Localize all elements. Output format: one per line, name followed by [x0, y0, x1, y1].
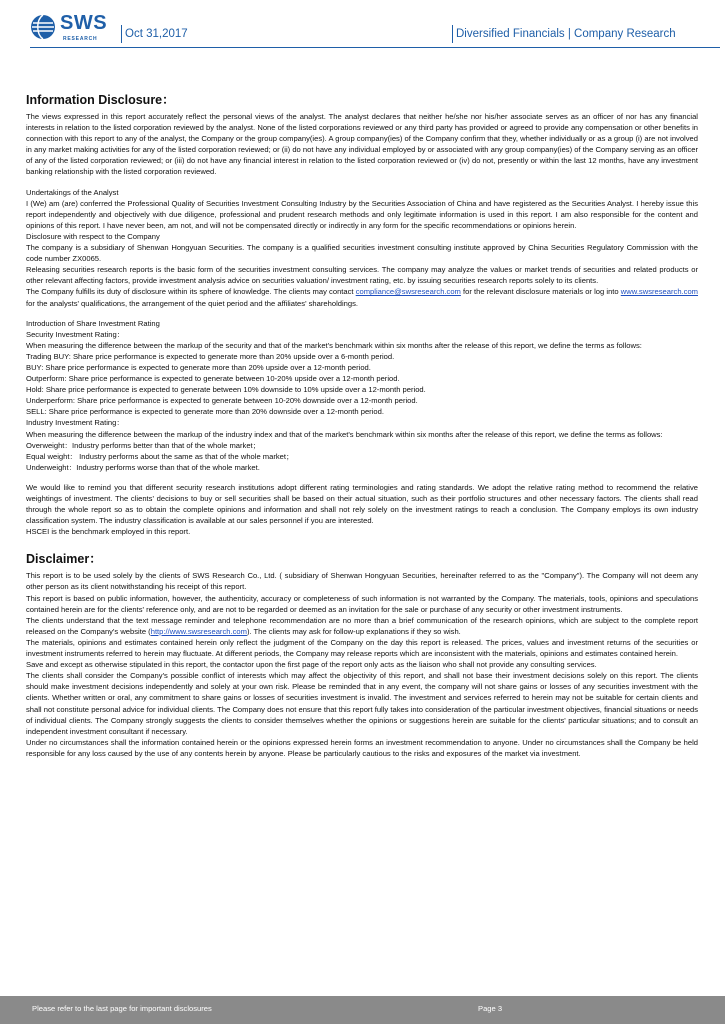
report-date: Oct 31,2017 — [121, 25, 188, 43]
security-rating-definition: When measuring the difference between the markup of the security and that of the market's benchmark within six months after the release of this report, we define the terms as follows: — [26, 340, 642, 350]
rating-overweight: Overweight：Industry performs better than that of the whole market； — [26, 440, 261, 450]
rating-underweight: Underweight：Industry performs worse than that of the whole market. — [26, 462, 260, 472]
information-disclosure-heading: Information Disclosure： — [26, 93, 175, 107]
page-content — [26, 90, 698, 759]
logo-wordmark: SWS — [60, 12, 108, 34]
globe-icon — [30, 14, 56, 40]
rating-intro: Introduction of Share Investment Rating — [26, 318, 160, 328]
disclaimer-paragraph-4: The materials, opinions and estimates contained herein only reflect the judgment of the Company on the day this report is released. The prices, values and investment returns of the securities or investment instruments referred to herein may fluctuate. At different periods, the Company may release reports which are inconsistent with the materials, opinions and estimates contained herein. — [26, 637, 698, 659]
benchmark-note: HSCEI is the benchmark employed in this report. — [26, 527, 191, 537]
info-paragraph-7 — [26, 286, 698, 308]
info-paragraph-3: I (We) am (are) conferred the Professional Quality of Securities Investment Consulting Industry by the Securities Association of China and have registered as the Securities Analyst. I hereby issue this report independently and objectively with due diligence, professional and prudent research methods and only legitimate information is used in this report. I am also responsible for the content and opinions of this report. I have never been, am not, and will not be compensated directly or indirectly in any form for the specific recommendations or opinions herein. — [26, 198, 698, 230]
rating-hold: Hold: Share price performance is expected to generate between 10% downside to 10% upside over a 12-month period. — [26, 385, 426, 395]
info-paragraph-6: Releasing securities research reports is the basic form of the securities investment consulting services. The company may analyze the values or market trends of securities and related products or other relevant affecting factors, provide investment analysis advice on securities valuation/ investment rating, etc. by issuing securities research reports solely to its clients. — [26, 265, 698, 286]
disclaimer-paragraph-7: Under no circumstances shall the information contained herein or the opinions expressed herein forms an investment recommendation to anyone. Under no circumstances shall the Company be held responsible for any loss caused by the use of any contents herein by anyone. Please be particularly cautious to the risks and exposures of the market via investment. — [26, 737, 698, 758]
disclaimer-paragraph-1: This report is to be used solely by the clients of SWS Research Co., Ltd. ( subsidiary of Shenwan Hongyuan Securities, hereinafter referred to as the "Company"). The Company will not deem any other person as its client notwithstanding his receipt of this report. — [26, 571, 698, 592]
page-footer — [0, 996, 725, 1024]
disclaimer-p3-text-b: ). The clients may ask for follow-up explanations if they so wish. — [246, 626, 461, 636]
sws-website-url-link[interactable]: http://www.swsresearch.com — [150, 626, 247, 636]
info-p7-text-c: for the analysts' qualifications, the arrangement of the quiet period and the affiliates' shareholdings. — [26, 298, 359, 308]
compliance-email-link[interactable]: compliance@swsresearch.com — [355, 287, 461, 297]
disclaimer-paragraph-2: This report is based on public information, however, the authenticity, accuracy or completeness of such information is not warranted by the Company. The materials, tools, opinions and speculations contained herein are for the clients' reference only, and are not to be regarded or deemed as an invitation for the sale or purchase of any security or other investment instruments. — [26, 593, 698, 614]
logo-subtitle: RESEARCH — [63, 36, 98, 42]
disclaimer-paragraph-6: The clients shall consider the Company's possible conflict of interests which may affect the objectivity of this report, and shall not base their investment decisions solely on this report. The clients should make investment decisions independently and solely at your own risk. Please be reminded that in any event, the company will not share gains or losses of any securities investment with the clients. Whether written or oral, any commitment to share gains or losses of securities investment is invalid. The investment and services referred to herein may not be suitable for certain clients and shall not constitute personal advice for individual clients. The Company does not ensure that this report fully takes into consideration of the particular investment objectives, financial situations or needs of individual clients. The Company strongly suggests the clients to consider themselves whether the opinions or suggestions herein are suitable for the clients' particular situations; and to consult an independent investment consultant if necessary. — [26, 671, 698, 736]
sws-website-link[interactable]: www.swsresearch.com — [620, 287, 699, 297]
disclaimer-p3-text-a: The clients understand that the text message reminder and telephone recommendation are no more than a brief communication of the research opinions, which are subject to the complete report released on the Company's website ( — [26, 615, 698, 636]
rating-sell: SELL: Share price performance is expected to generate more than 20% downside over a 12-month period. — [26, 407, 384, 417]
disclaimer-paragraph-3 — [26, 615, 698, 637]
industry-rating-label: Industry Investment Rating： — [26, 418, 124, 428]
page-header — [0, 0, 725, 56]
sws-logo — [30, 14, 120, 46]
rating-outperform: Outperform: Share price performance is expected to generate between 10-20% upside over a 12-month period. — [26, 374, 400, 384]
rating-trading-buy: Trading BUY: Share price performance is expected to generate more than 20% upside over a 6-month period. — [26, 351, 395, 361]
rating-buy: BUY: Share price performance is expected to generate more than 20% upside over a 12-month period. — [26, 362, 371, 372]
disclaimer-paragraph-5: Save and except as otherwise stipulated in this report, the contactor upon the first page of the report only acts as the liaison who shall not provide any consulting services. — [26, 660, 597, 670]
disclaimer-heading: Disclaimer： — [26, 552, 102, 567]
info-p7-text-a: The Company fulfills its duty of disclosure within its sphere of knowledge. The clients may contact — [26, 287, 356, 297]
footer-disclosure-note: Please refer to the last page for important disclosures — [32, 1004, 212, 1013]
reminder-paragraph: We would like to remind you that different security research institutions adopt different rating terminologies and rating standards. We adopt the relative rating method to recommend the relative weightings of investment. The clients' decisions to buy or sell securities shall be based on their actual situation, such as their portfolio structures and other necessary factors. The clients shall read through the whole report so as to obtain the complete opinions and information and shall not rely solely on the investment ratings to reach a conclusion. The Company employs its own industry classification system. The industry classification is available at our sales personnel if you are interested. — [26, 482, 698, 526]
report-sector: Diversified Financials | Company Research — [452, 25, 676, 43]
header-rule — [30, 47, 720, 48]
industry-rating-definition: When measuring the difference between the markup of the industry index and that of the market's benchmark within six months after the release of this report, we define the terms as follows: — [26, 429, 663, 439]
info-disclosure-label: Disclosure with respect to the Company — [26, 231, 160, 241]
info-p7-text-b: for the relevant disclosure materials or log into — [460, 287, 621, 297]
rating-equal-weight: Equal weight： Industry performs about the same as that of the whole market； — [26, 451, 294, 461]
info-paragraph-5: The company is a subsidiary of Shenwan Hongyuan Securities. The company is a qualified securities investment consulting institute approved by China Securities Regulatory Commission with the code number ZX0065. — [26, 243, 698, 264]
info-undertakings-label: Undertakings of the Analyst — [26, 187, 119, 197]
info-paragraph-1: The views expressed in this report accurately reflect the personal views of the analyst. The analyst declares that neither he/she nor his/her associate serves as an officer of nor has any financial interests in relation to the listed corporation reviewed by the analyst. None of the listed corporations reviewed or any third party has provided or agreed to provide any compensation or other benefits in connection with this report to any of the analyst, the Company or the group company(ies). A group company(ies) of the Company confirm that they, whether individually or as a group (i) are not involved in any market making activities for any of the listed corporation reviewed; or (ii) do not have any individual employed by or associated with any group company(ies) of the Company serving as an officer of any of the listed corporation reviewed; or (iii) do not have any financial interest in relation to the listed corporation reviewed or (iv) do not, presently or within the last 12 months, have any investment banking relationship with the listed corporation reviewed. — [26, 112, 698, 177]
rating-underperform: Underperform: Share price performance is expected to generate between 10-20% downside over a 12-month period. — [26, 396, 418, 406]
page-number: Page 3 — [478, 1004, 503, 1013]
security-rating-label: Security Investment Rating： — [26, 329, 125, 339]
